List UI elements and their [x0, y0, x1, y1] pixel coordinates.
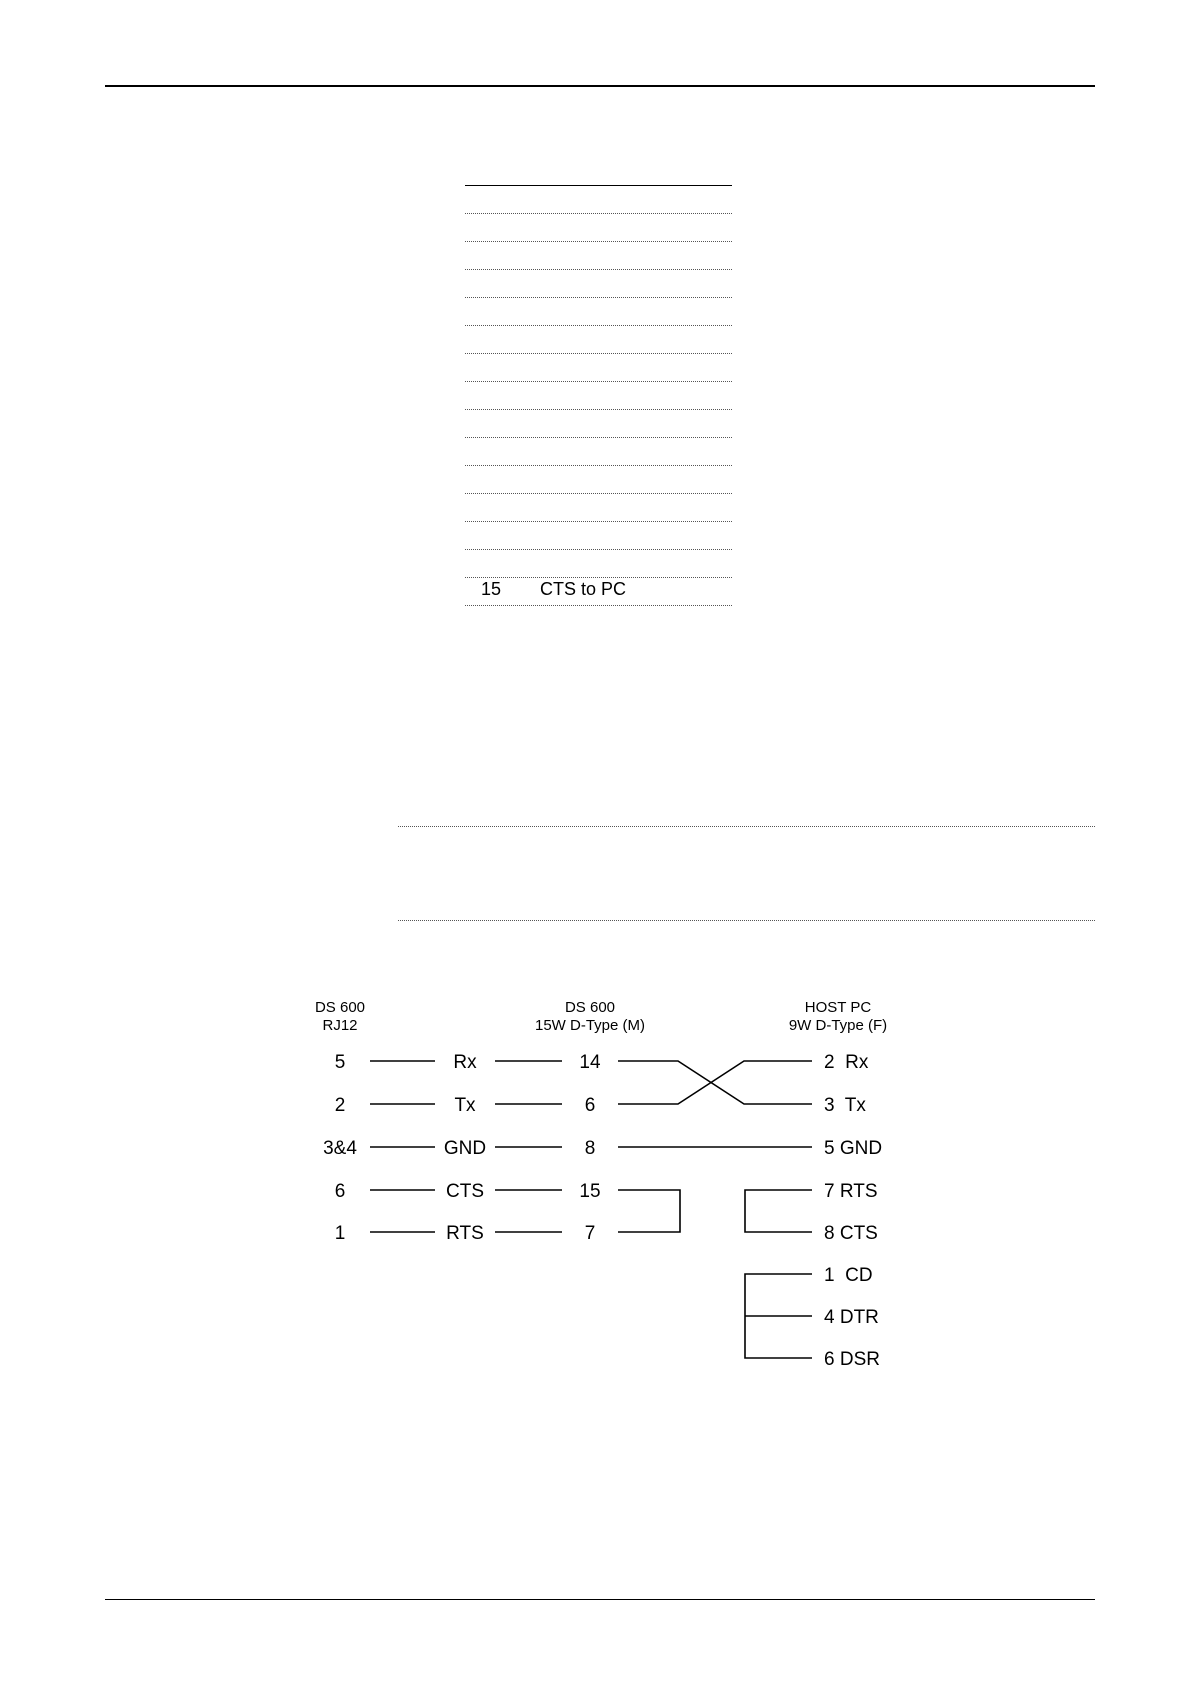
host-pin-label: 4 DTR	[824, 1307, 879, 1328]
table-row	[465, 186, 732, 214]
rj12-pin: 6	[334, 1181, 346, 1202]
table-row	[465, 242, 732, 270]
pin-number: 15	[481, 579, 502, 599]
table-row	[465, 410, 732, 438]
wire-row-rts	[335, 1223, 596, 1244]
footer-rule	[105, 1599, 1095, 1600]
header-rule	[105, 85, 1095, 87]
pin-function: CTS to PC	[540, 579, 627, 599]
loopback-cts-rts-ds600	[618, 1190, 680, 1232]
rj12-pin: 3&4	[323, 1138, 357, 1159]
table-row	[465, 550, 732, 578]
dtype-pin: 7	[584, 1223, 596, 1244]
signal-label: Tx	[454, 1095, 476, 1116]
crossover-wire-tx-rx	[618, 1061, 812, 1104]
host-pin-label: 3 Tx	[824, 1095, 866, 1116]
wire-row-gnd	[323, 1138, 595, 1159]
dtype-pin: 6	[584, 1095, 596, 1116]
table-row	[465, 438, 732, 466]
table-row	[465, 494, 732, 522]
wiring-diagram	[300, 990, 920, 1380]
wire-row-cts	[335, 1181, 601, 1202]
rj12-pin: 5	[334, 1052, 346, 1073]
dtype-pin: 8	[584, 1138, 596, 1159]
header-dtype-line1: DS 600	[564, 999, 616, 1016]
table-row	[465, 326, 732, 354]
header-rj12-line1: DS 600	[314, 999, 366, 1016]
header-rj12-line2: RJ12	[322, 1017, 358, 1034]
crossover-wire-rx-tx	[618, 1061, 812, 1104]
table-row	[465, 354, 732, 382]
rj12-pin: 1	[334, 1223, 346, 1244]
table-row	[465, 578, 732, 606]
signal-label: RTS	[446, 1223, 484, 1244]
host-pin-label: 7 RTS	[824, 1181, 878, 1202]
signal-label: GND	[443, 1138, 487, 1159]
dtype-pin: 15	[579, 1181, 601, 1202]
signal-label: CTS	[446, 1181, 484, 1202]
table-row	[465, 522, 732, 550]
note-box	[398, 826, 1095, 921]
dtype-pin: 14	[579, 1052, 601, 1073]
header-hostpc-line2: 9W D-Type (F)	[788, 1017, 888, 1034]
rj12-pin: 2	[334, 1095, 346, 1116]
signal-label: Rx	[453, 1052, 477, 1073]
table-row	[465, 298, 732, 326]
table-row	[465, 214, 732, 242]
pin-assignment-table	[465, 185, 732, 606]
wire-row-tx	[335, 1095, 596, 1116]
host-pin-label: 5 GND	[824, 1138, 883, 1159]
header-hostpc-line1: HOST PC	[804, 999, 872, 1016]
table-row	[465, 270, 732, 298]
host-pin-label: 6 DSR	[824, 1349, 880, 1370]
host-pin-label: 1 CD	[824, 1265, 873, 1286]
wire-row-rx	[335, 1052, 601, 1073]
host-pin-label: 8 CTS	[824, 1223, 878, 1244]
host-pin-label: 2 Rx	[824, 1052, 869, 1073]
loopback-rts-cts-host	[745, 1190, 812, 1232]
header-dtype-line2: 15W D-Type (M)	[534, 1017, 646, 1034]
table-row	[465, 466, 732, 494]
table-row	[465, 382, 732, 410]
